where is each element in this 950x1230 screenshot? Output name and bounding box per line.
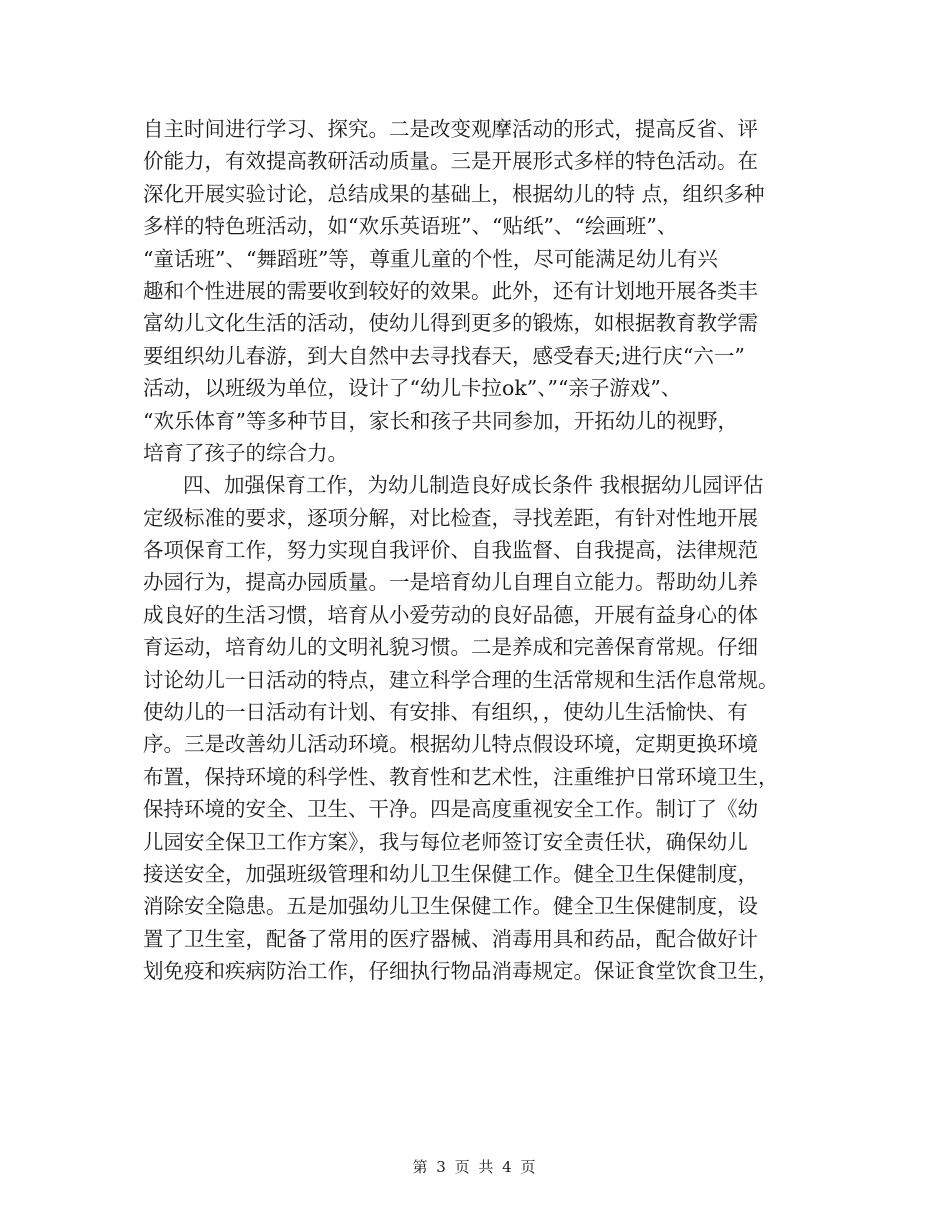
page-number-footer: 第 3 页 共 4 页 bbox=[412, 1158, 538, 1176]
text-line: 培育了孩子的综合力。 bbox=[143, 440, 348, 465]
text-line: 置了卫生室，配备了常用的医疗器械、消毒用具和药品，配合做好计 bbox=[143, 926, 758, 951]
text-line: “童话班”、“舞蹈班”等，尊重儿童的个性，尽可能满足幼儿有兴 bbox=[143, 246, 718, 271]
text-line: 趣和个性进展的需要收到较好的效果。此外，还有计划地开展各类丰 bbox=[143, 278, 758, 303]
document-body bbox=[143, 113, 815, 988]
text-line: 成良好的生活习惯，培育从小爱劳动的良好品德，开展有益身心的体 bbox=[143, 602, 758, 627]
text-line: 育运动，培育幼儿的文明礼貌习惯。二是养成和完善保育常规。仔细 bbox=[143, 635, 758, 660]
text-line: 定级标准的要求，逐项分解，对比检查，寻找差距，有针对性地开展 bbox=[143, 505, 758, 530]
text-line: 要组织幼儿春游，到大自然中去寻找春天，感受春天;进行庆“六一” bbox=[143, 343, 745, 368]
text-line: 多样的特色班活动，如“欢乐英语班”、“贴纸”、“绘画班”、 bbox=[143, 214, 678, 239]
text-line: 价能力，有效提高教研活动质量。三是开展形式多样的特色活动。在 bbox=[143, 149, 758, 174]
text-line: 接送安全，加强班级管理和幼儿卫生保健工作。健全卫生保健制度， bbox=[143, 861, 758, 886]
text-line: 活动，以班级为单位，设计了“幼儿卡拉ok”、”“亲子游戏”、 bbox=[143, 376, 682, 401]
text-line: 深化开展实验讨论，总结成果的基础上，根据幼儿的特 点，组织多种 bbox=[143, 181, 765, 206]
text-line: 自主时间进行学习、探究。二是改变观摩活动的形式，提高反省、评 bbox=[143, 117, 758, 141]
text-line: 划免疫和疾病防治工作，仔细执行物品消毒规定。保证食堂饮食卫生， bbox=[143, 959, 779, 984]
text-line: “欢乐体育”等多种节目，家长和孩子共同参加，开拓幼儿的视野， bbox=[143, 408, 738, 433]
text-line: 儿园安全保卫工作方案》，我与每位老师签订安全责任状，确保幼儿 bbox=[143, 829, 748, 854]
text-line: 保持环境的安全、卫生、干净。四是高度重视安全工作。制订了《幼 bbox=[143, 797, 758, 822]
text-line: 富幼儿文化生活的活动，使幼儿得到更多的锻炼，如根据教育教学需 bbox=[143, 311, 758, 336]
text-line: 讨论幼儿一日活动的特点，建立科学合理的生活常规和生活作息常规。 bbox=[143, 667, 779, 692]
paragraph-start-line: 四、加强保育工作，为幼儿制造良好成长条件 我根据幼儿园评估 bbox=[183, 473, 764, 498]
text-line: 布置，保持环境的科学性、教育性和艺术性，注重维护日常环境卫生， bbox=[143, 764, 779, 789]
text-line: 使幼儿的一日活动有计划、有安排、有组织，，使幼儿生活愉快、有 bbox=[143, 700, 748, 725]
text-line: 消除安全隐患。五是加强幼儿卫生保健工作。健全卫生保健制度，设 bbox=[143, 894, 758, 919]
text-line: 办园行为，提高办园质量。一是培育幼儿自理自立能力。帮助幼儿养 bbox=[143, 570, 758, 595]
text-line: 各项保育工作，努力实现自我评价、自我监督、自我提高，法律规范 bbox=[143, 538, 758, 563]
text-line: 序。三是改善幼儿活动环境。根据幼儿特点假设环境，定期更换环境 bbox=[143, 732, 758, 757]
